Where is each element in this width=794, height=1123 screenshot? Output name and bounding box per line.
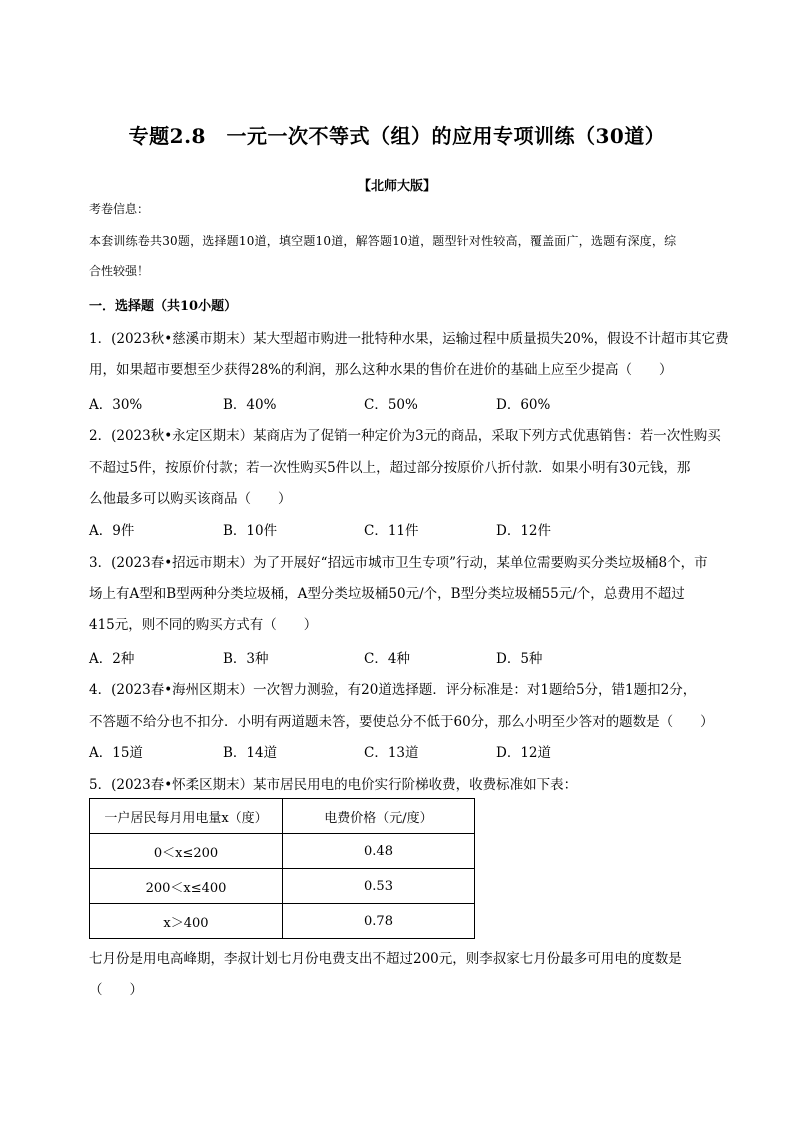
- question-2-line1: 2．(2023秋•永定区期末）某商店为了促销一种定价为3元的商品，采取下列方式优惠销售：若一次性购买: [89, 428, 721, 444]
- question-3-option-c[interactable]: C．4种: [364, 651, 410, 667]
- table-cell: x＞400: [90, 904, 283, 939]
- question-4-option-d[interactable]: D．12道: [496, 745, 552, 761]
- table-row: [90, 904, 475, 939]
- question-2-option-c[interactable]: C．11件: [364, 523, 419, 539]
- table-row: [90, 834, 475, 869]
- question-3-line1: 3．(2023春•招远市期末）为了开展好“招远市城市卫生专项”行动，某单位需要购买分类垃圾桶8个，市: [89, 555, 708, 571]
- section-heading: 一．选择题（共10小题）: [89, 299, 238, 314]
- table-row: [90, 869, 475, 904]
- question-4-option-c[interactable]: C．13道: [364, 745, 419, 761]
- question-2-option-a[interactable]: A．9件: [89, 523, 135, 539]
- question-5-line2: 七月份是用电高峰期，李叔计划七月份电费支出不超过200元，则李叔家七月份最多可用电的度数是: [89, 951, 682, 967]
- table-cell: 0.53: [283, 869, 475, 904]
- question-1-line1: 1．(2023秋•慈溪市期末）某大型超市购进一批特种水果，运输过程中质量损失20%，假设不计超市其它费: [89, 331, 729, 347]
- question-2-option-b[interactable]: B．10件: [223, 523, 278, 539]
- question-1-option-c[interactable]: C．50%: [364, 397, 418, 413]
- page-title: 专题2.8 一元一次不等式（组）的应用专项训练（30道）: [128, 124, 666, 148]
- electricity-fee-table: [89, 798, 475, 939]
- question-2-option-d[interactable]: D．12件: [496, 523, 552, 539]
- table-header-cell: 一户居民每月用电量x（度）: [90, 799, 283, 834]
- exam-info-label: 考卷信息：: [89, 202, 150, 216]
- question-1-line2: 用，如果超市要想至少获得28%的利润，那么这种水果的售价在进价的基础上应至少提高（ ）: [89, 362, 673, 378]
- question-4-option-a[interactable]: A．15道: [89, 745, 143, 761]
- table-cell: 0＜x≤200: [90, 834, 283, 869]
- table-cell: 0.78: [283, 904, 475, 939]
- edition-label: 【北师大版】: [357, 179, 436, 194]
- question-4-option-b[interactable]: B．14道: [223, 745, 278, 761]
- table-cell: 200＜x≤400: [90, 869, 283, 904]
- question-5-line1: 5．(2023春•怀柔区期末）某市居民用电的电价实行阶梯收费，收费标准如下表：: [89, 777, 578, 793]
- question-2-line3: 么他最多可以购买该商品（ ）: [89, 491, 292, 507]
- table-header-cell: 电费价格（元/度）: [283, 799, 475, 834]
- question-1-option-a[interactable]: A．30%: [89, 397, 143, 413]
- question-3-option-a[interactable]: A．2种: [89, 651, 135, 667]
- exam-info-line2: 合性较强！: [89, 264, 150, 278]
- question-4-line2: 不答题不给分也不扣分．小明有两道题未答，要使总分不低于60分，那么小明至少答对的题数是（ ）: [89, 714, 714, 730]
- question-2-line2: 不超过5件，按原价付款；若一次性购买5件以上，超过部分按原价八折付款．如果小明有30元钱，那: [89, 460, 691, 476]
- question-5-line3: （ ）: [89, 982, 143, 998]
- question-3-option-d[interactable]: D．5种: [496, 651, 543, 667]
- question-1-option-b[interactable]: B．40%: [223, 397, 277, 413]
- table-cell: 0.48: [283, 834, 475, 869]
- table-header-row: [90, 799, 475, 834]
- question-4-line1: 4．(2023春•海州区期末）一次智力测验，有20道选择题．评分标准是：对1题给5分，错1题扣2分，: [89, 682, 697, 698]
- question-3-line3: 415元，则不同的购买方式有（ ）: [89, 617, 318, 633]
- question-3-line2: 场上有A型和B型两种分类垃圾桶，A型分类垃圾桶50元/个，B型分类垃圾桶55元/个，总费用不超过: [89, 586, 685, 602]
- exam-info-line1: 本套训练卷共30题，选择题10道，填空题10道，解答题10道，题型针对性较高，覆盖面广，选题有深度，综: [89, 234, 677, 248]
- question-3-option-b[interactable]: B．3种: [223, 651, 269, 667]
- question-1-option-d[interactable]: D．60%: [496, 397, 551, 413]
